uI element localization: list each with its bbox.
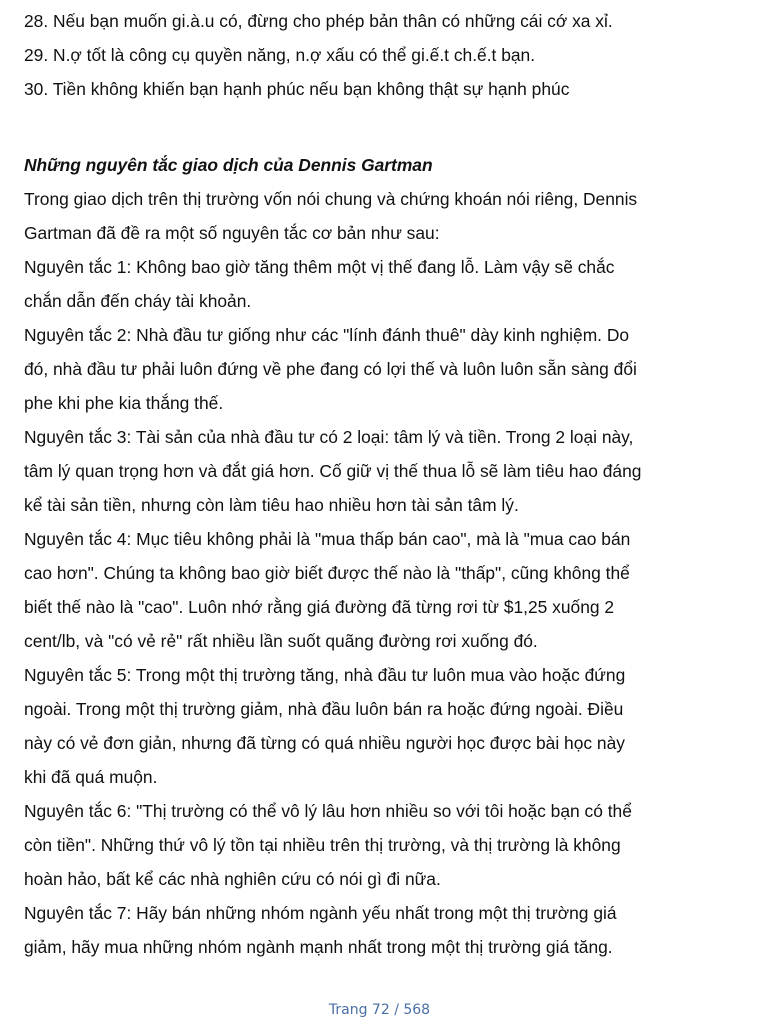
document-page [24, 4, 736, 964]
principle-3 [24, 420, 736, 522]
principle-1 [24, 250, 736, 318]
list-item: 28. Nếu bạn muốn gi.à.u có, đừng cho phép bản thân có những cái cớ xa xỉ. [24, 11, 613, 31]
paragraph-line: chắn dẫn đến cháy tài khoản. [24, 291, 252, 311]
section-heading: Những nguyên tắc giao dịch của Dennis Gartman [24, 155, 433, 175]
paragraph-line: giảm, hãy mua những nhóm ngành mạnh nhất trong một thị trường giá tăng. [24, 937, 613, 957]
page-number: Trang 72 / 568 [328, 1002, 431, 1018]
paragraph-line: Nguyên tắc 3: Tài sản của nhà đầu tư có 2 loại: tâm lý và tiền. Trong 2 loại này, [24, 427, 634, 447]
paragraph-line: này có vẻ đơn giản, nhưng đã từng có quá nhiều người học được bài học này [24, 733, 625, 753]
paragraph-line: kể tài sản tiền, nhưng còn làm tiêu hao nhiều hơn tài sản tâm lý. [24, 495, 519, 515]
paragraph-line: Nguyên tắc 4: Mục tiêu không phải là "mua thấp bán cao", mà là "mua cao bán [24, 529, 631, 549]
paragraph-line: khi đã quá muộn. [24, 767, 158, 787]
paragraph-line: Nguyên tắc 7: Hãy bán những nhóm ngành yếu nhất trong một thị trường giá [24, 903, 617, 923]
principle-5 [24, 658, 736, 794]
intro-paragraph [24, 182, 736, 250]
paragraph-line: Gartman đã đề ra một số nguyên tắc cơ bản như sau: [24, 223, 440, 243]
spacer [24, 106, 736, 148]
paragraph-line: hoàn hảo, bất kể các nhà nghiên cứu có nói gì đi nữa. [24, 869, 441, 889]
paragraph-line: cent/lb, và "có vẻ rẻ" rất nhiều lần suốt quãng đường rơi xuống đó. [24, 631, 538, 651]
numbered-list [24, 4, 736, 106]
paragraph-line: Nguyên tắc 5: Trong một thị trường tăng, nhà đầu tư luôn mua vào hoặc đứng [24, 665, 626, 685]
paragraph-line: còn tiền". Những thứ vô lý tồn tại nhiều trên thị trường, và thị trường là không [24, 835, 621, 855]
principle-4 [24, 522, 736, 658]
paragraph-line: Nguyên tắc 1: Không bao giờ tăng thêm một vị thế đang lỗ. Làm vậy sẽ chắc [24, 257, 615, 277]
list-item: 29. N.ợ tốt là công cụ quyền năng, n.ợ xấu có thể gi.ế.t ch.ế.t bạn. [24, 45, 536, 65]
paragraph-line: ngoài. Trong một thị trường giảm, nhà đầu luôn bán ra hoặc đứng ngoài. Điều [24, 699, 624, 719]
list-item: 30. Tiền không khiến bạn hạnh phúc nếu bạn không thật sự hạnh phúc [24, 79, 570, 99]
paragraph-line: phe khi phe kia thắng thế. [24, 393, 224, 413]
principle-2 [24, 318, 736, 420]
paragraph-line: tâm lý quan trọng hơn và đắt giá hơn. Cố giữ vị thế thua lỗ sẽ làm tiêu hao đáng [24, 461, 642, 481]
principle-6 [24, 794, 736, 896]
paragraph-line: Nguyên tắc 2: Nhà đầu tư giống như các "lính đánh thuê" dày kinh nghiệm. Do [24, 325, 630, 345]
paragraph-line: biết thế nào là "cao". Luôn nhớ rằng giá đường đã từng rơi từ $1,25 xuống 2 [24, 597, 615, 617]
paragraph-line: Trong giao dịch trên thị trường vốn nói chung và chứng khoán nói riêng, Dennis [24, 189, 638, 209]
principle-7 [24, 896, 736, 964]
paragraph-line: đó, nhà đầu tư phải luôn đứng về phe đang có lợi thế và luôn luôn sẵn sàng đổi [24, 359, 637, 379]
paragraph-line: Nguyên tắc 6: "Thị trường có thể vô lý lâu hơn nhiều so với tôi hoặc bạn có thể [24, 801, 632, 821]
paragraph-line: cao hơn". Chúng ta không bao giờ biết được thế nào là "thấp", cũng không thể [24, 563, 630, 583]
